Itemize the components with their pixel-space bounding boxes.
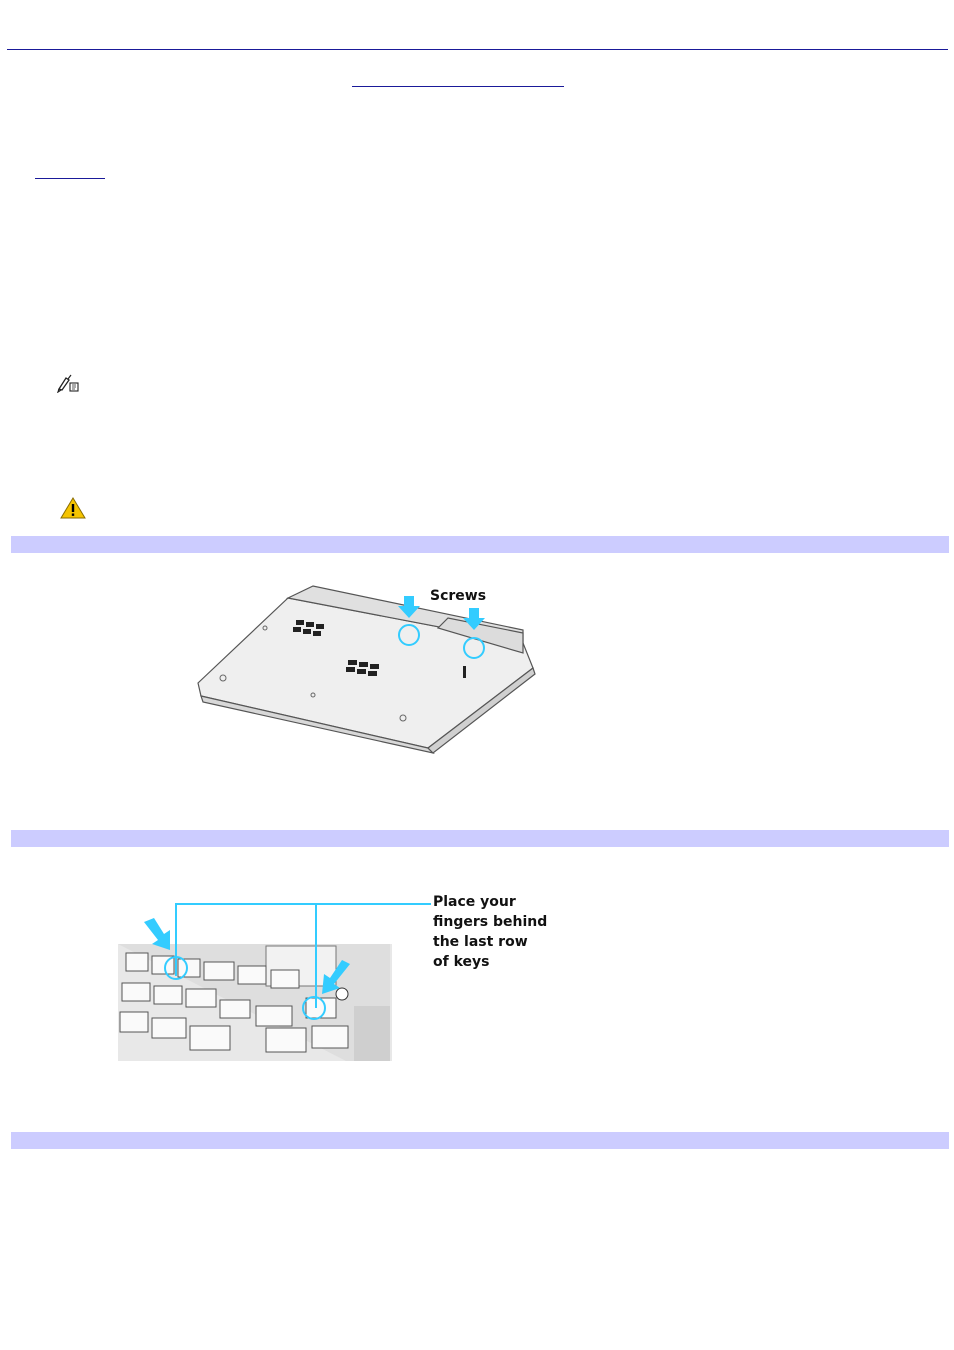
- note-icon: [56, 373, 82, 393]
- caption-line-4: of keys: [433, 954, 490, 970]
- keyboard-figure: [116, 888, 556, 1064]
- caption-line-3: the last row: [433, 934, 528, 950]
- laptop-bottom-figure: [193, 578, 543, 758]
- caption-line-1: Place your: [433, 894, 516, 910]
- step-band-2: [11, 830, 949, 847]
- warning-icon: [60, 497, 86, 519]
- previous-link[interactable]: [35, 178, 105, 179]
- caption-line-2: fingers behind: [433, 914, 548, 930]
- top-rule: [7, 49, 948, 50]
- top-nav-link[interactable]: [352, 86, 564, 87]
- step-band-3: [11, 1132, 949, 1149]
- step-band-1: [11, 536, 949, 553]
- screws-label: Screws: [430, 588, 487, 604]
